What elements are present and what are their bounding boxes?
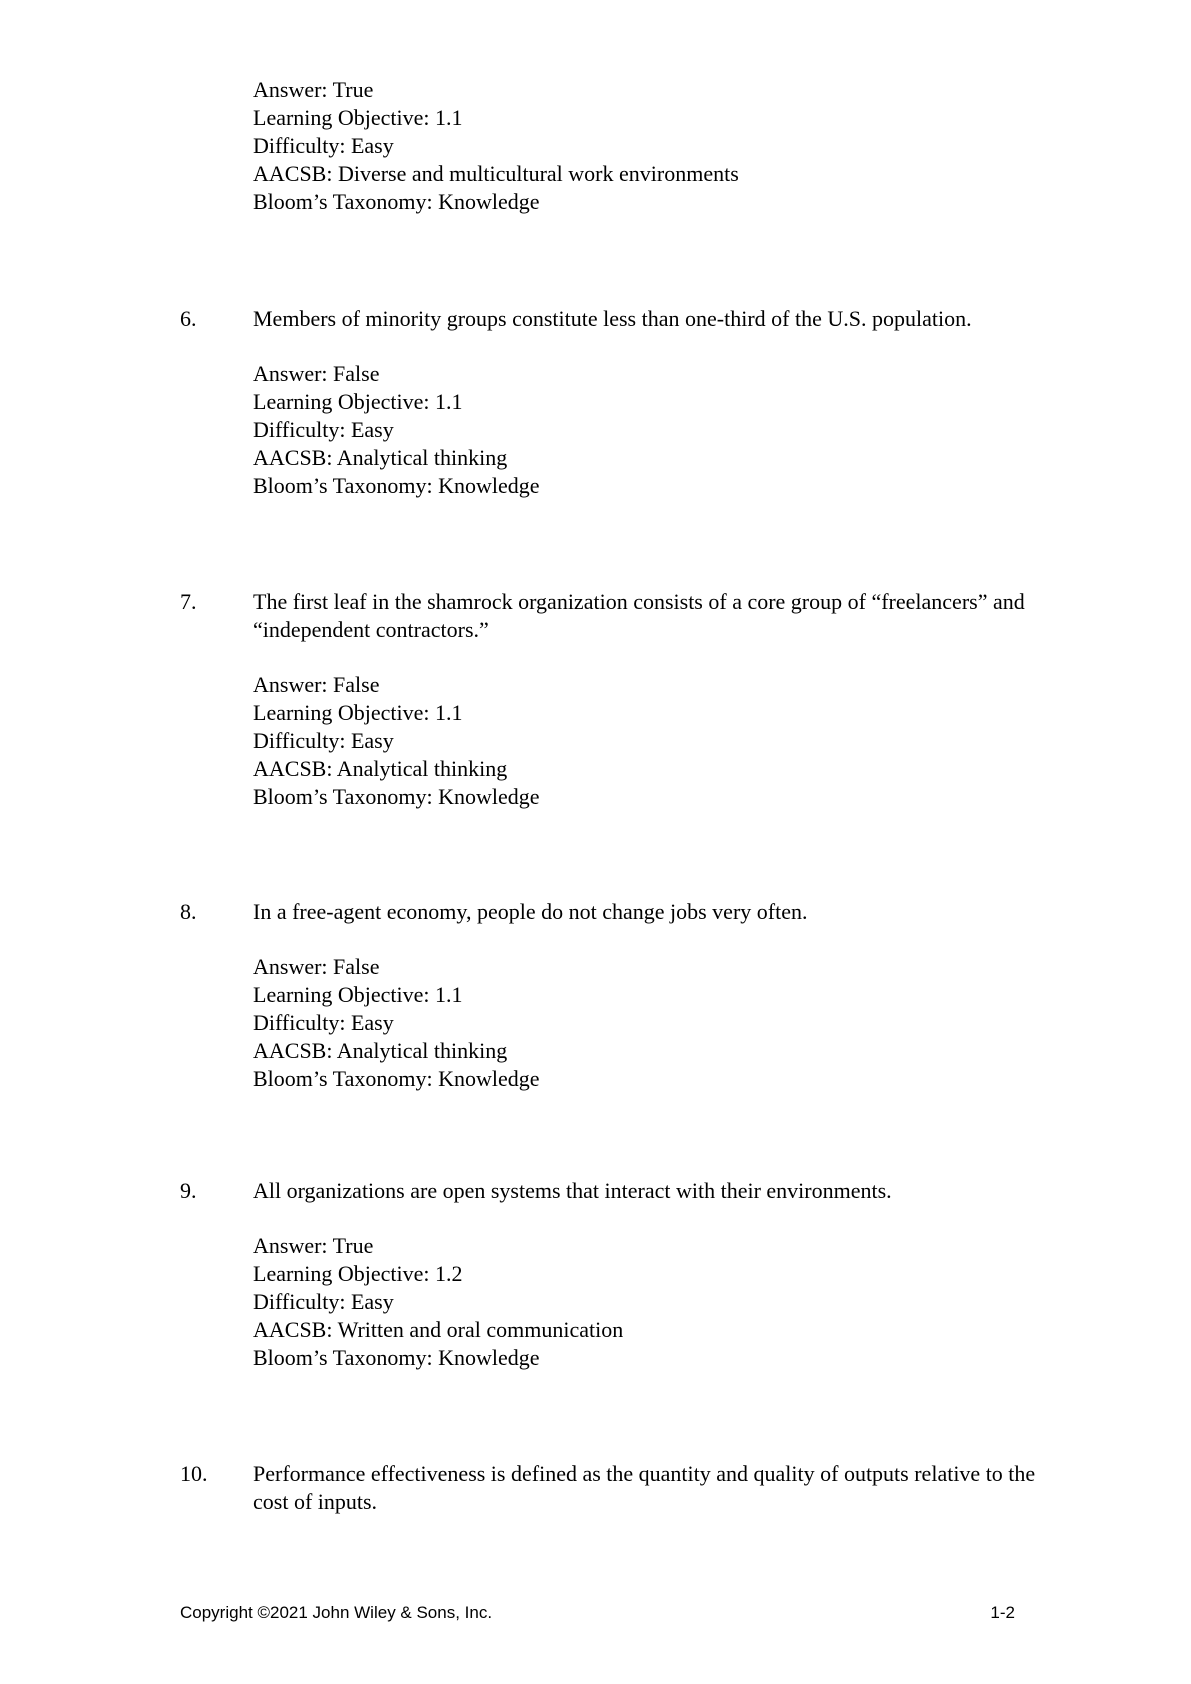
answer-line: Answer: False: [253, 672, 380, 697]
answer-block-8: [253, 953, 539, 1093]
learning-objective-line: Learning Objective: 1.1: [253, 982, 463, 1007]
question-number: 8.: [180, 899, 197, 924]
question-number: 10.: [180, 1461, 208, 1486]
question-number: 9.: [180, 1178, 197, 1203]
question-7: [180, 588, 1080, 644]
page-number: 1-2: [990, 1603, 1015, 1622]
learning-objective-line: Learning Objective: 1.2: [253, 1261, 463, 1286]
bloom-line: Bloom’s Taxonomy: Knowledge: [253, 784, 540, 809]
question-text: All organizations are open systems that interact with their environments.: [253, 1178, 892, 1203]
bloom-line: Bloom’s Taxonomy: Knowledge: [253, 189, 540, 214]
aacsb-line: AACSB: Analytical thinking: [253, 1038, 508, 1063]
question-text: Performance effectiveness is defined as the quantity and quality of outputs relative to the cost of inputs.: [253, 1461, 1036, 1514]
difficulty-line: Difficulty: Easy: [253, 1289, 394, 1314]
question-number: 6.: [180, 306, 197, 331]
difficulty-line: Difficulty: Easy: [253, 728, 394, 753]
aacsb-line: AACSB: Written and oral communication: [253, 1317, 624, 1342]
answer-line: Answer: True: [253, 77, 374, 102]
question-number: 7.: [180, 589, 197, 614]
bloom-line: Bloom’s Taxonomy: Knowledge: [253, 473, 540, 498]
question-text: Members of minority groups constitute less than one-third of the U.S. population.: [253, 306, 972, 331]
learning-objective-line: Learning Objective: 1.1: [253, 389, 463, 414]
answer-block-9: [253, 1232, 623, 1372]
question-text: In a free-agent economy, people do not change jobs very often.: [253, 899, 808, 924]
learning-objective-line: Learning Objective: 1.1: [253, 700, 463, 725]
copyright-text: Copyright ©2021 John Wiley & Sons, Inc.: [180, 1603, 493, 1622]
answer-line: Answer: False: [253, 954, 380, 979]
difficulty-line: Difficulty: Easy: [253, 417, 394, 442]
bloom-line: Bloom’s Taxonomy: Knowledge: [253, 1066, 540, 1091]
question-8: [180, 898, 1080, 926]
aacsb-line: AACSB: Analytical thinking: [253, 445, 508, 470]
answer-block-7: [253, 671, 539, 811]
answer-block-5: [253, 76, 739, 216]
question-10: [180, 1460, 1080, 1516]
question-9: [180, 1177, 1080, 1205]
learning-objective-line: Learning Objective: 1.1: [253, 105, 463, 130]
difficulty-line: Difficulty: Easy: [253, 1010, 394, 1035]
bloom-line: Bloom’s Taxonomy: Knowledge: [253, 1345, 540, 1370]
answer-line: Answer: False: [253, 361, 380, 386]
difficulty-line: Difficulty: Easy: [253, 133, 394, 158]
aacsb-line: AACSB: Analytical thinking: [253, 756, 508, 781]
question-6: [180, 305, 1080, 333]
question-text: The first leaf in the shamrock organization consists of a core group of “freelancers” and “independent contractors.”: [253, 589, 1025, 642]
answer-line: Answer: True: [253, 1233, 374, 1258]
aacsb-line: AACSB: Diverse and multicultural work environments: [253, 161, 739, 186]
answer-block-6: [253, 360, 539, 500]
